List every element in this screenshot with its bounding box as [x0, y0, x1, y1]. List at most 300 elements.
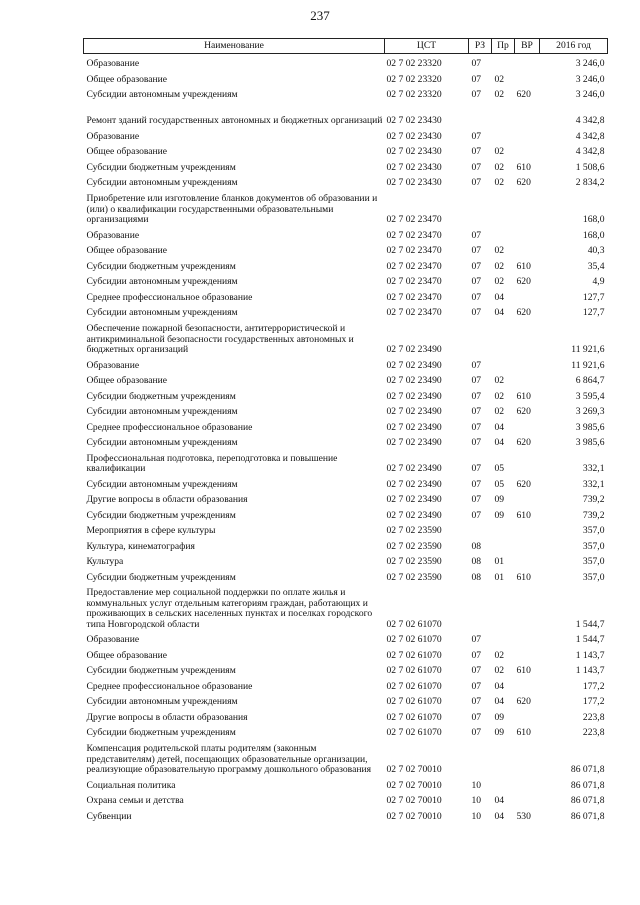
- cell-pr: 05: [494, 463, 505, 475]
- cell-sum: 3 269,3: [575, 406, 605, 418]
- cell-name: Субсидии автономным учреждениям: [86, 478, 238, 490]
- cell-vr: [515, 739, 540, 776]
- cell-pr: [492, 319, 515, 356]
- cell-pr: 02: [494, 89, 505, 101]
- cell-cst: 02 7 02 23490: [386, 390, 442, 402]
- cell-sum: 223,8: [582, 727, 605, 739]
- cell-name: Общее образование: [86, 245, 168, 257]
- cell-pr: 02: [494, 406, 505, 418]
- cell-sum: 86 071,8: [570, 795, 605, 807]
- cell-sum: 6 864,7: [575, 375, 605, 387]
- cell-vr: [515, 101, 540, 127]
- cell-rz: 07: [471, 245, 482, 257]
- cell-pr: 04: [494, 810, 505, 822]
- cell-name: Субсидии автономным учреждениям: [86, 276, 238, 288]
- cell-cst: 02 7 02 23430: [386, 177, 442, 189]
- cell-cst: 02 7 02 23490: [386, 494, 442, 506]
- cell-vr: [515, 142, 540, 158]
- cell-name: Образование: [86, 58, 140, 70]
- cell-sum: 2 834,2: [575, 177, 605, 189]
- cell-name: Субсидии автономным учреждениям: [86, 89, 238, 101]
- cell-name: Обеспечение пожарной безопасности, антитеррористической и антикриминальной безопасности государственных автономных и бюджетных организаций: [86, 323, 354, 356]
- cell-rz: 07: [471, 359, 482, 371]
- cell-rz: 07: [471, 665, 482, 677]
- cell-vr: 610: [516, 509, 531, 521]
- cell-rz: 07: [471, 146, 482, 158]
- cell-vr: 610: [516, 727, 531, 739]
- cell-name: Субсидии автономным учреждениям: [86, 406, 238, 418]
- table-row: [84, 739, 608, 776]
- cell-pr: [492, 54, 515, 70]
- cell-rz: 07: [471, 478, 482, 490]
- cell-cst: 02 7 02 61070: [386, 649, 442, 661]
- table-row: [84, 521, 608, 537]
- cell-vr: [515, 241, 540, 257]
- cell-pr: 09: [494, 509, 505, 521]
- cell-rz: 07: [471, 260, 482, 272]
- cell-vr: [515, 537, 540, 553]
- table-row: [84, 552, 608, 568]
- cell-rz: 07: [471, 307, 482, 319]
- cell-vr: [515, 189, 540, 226]
- cell-pr: [492, 226, 515, 242]
- cell-cst: 02 7 02 23470: [386, 307, 442, 319]
- cell-pr: 02: [494, 245, 505, 257]
- table-row: [84, 506, 608, 522]
- cell-vr: 620: [516, 478, 531, 490]
- cell-pr: 09: [494, 494, 505, 506]
- cell-pr: 04: [494, 696, 505, 708]
- cell-pr: [492, 127, 515, 143]
- cell-vr: [515, 630, 540, 646]
- cell-pr: 04: [494, 307, 505, 319]
- table-row: [84, 677, 608, 693]
- cell-pr: 02: [494, 177, 505, 189]
- cell-vr: 620: [516, 437, 531, 449]
- cell-name: Общее образование: [86, 375, 168, 387]
- cell-pr: 01: [494, 556, 505, 568]
- cell-vr: [515, 646, 540, 662]
- cell-rz: 07: [471, 680, 482, 692]
- table-row: [84, 371, 608, 387]
- cell-rz: 07: [471, 711, 482, 723]
- table-row: [84, 158, 608, 174]
- cell-name: Ремонт зданий государственных автономных и бюджетных организаций: [86, 115, 383, 127]
- cell-cst: 02 7 02 70010: [386, 764, 442, 776]
- cell-name: Профессиональная подготовка, переподготовка и повышение квалификации: [86, 452, 338, 475]
- cell-pr: 09: [494, 727, 505, 739]
- cell-vr: 610: [516, 161, 531, 173]
- table-row: [84, 723, 608, 739]
- cell-rz: 07: [471, 73, 482, 85]
- cell-cst: 02 7 02 61070: [386, 680, 442, 692]
- cell-rz: 07: [471, 89, 482, 101]
- cell-rz: 07: [471, 421, 482, 433]
- cell-pr: 02: [494, 146, 505, 158]
- cell-sum: 3 985,6: [575, 421, 605, 433]
- cell-cst: 02 7 02 61070: [386, 696, 442, 708]
- cell-pr: [492, 630, 515, 646]
- cell-sum: 357,0: [582, 525, 605, 537]
- cell-cst: 02 7 02 23320: [386, 73, 442, 85]
- cell-rz: 07: [471, 130, 482, 142]
- cell-pr: [492, 189, 515, 226]
- cell-name: Субсидии бюджетным учреждениям: [86, 161, 236, 173]
- cell-sum: 3 985,6: [575, 437, 605, 449]
- table-row: [84, 661, 608, 677]
- cell-vr: [515, 54, 540, 70]
- cell-cst: 02 7 02 61070: [386, 618, 442, 630]
- cell-cst: 02 7 02 23320: [386, 58, 442, 70]
- cell-pr: 02: [494, 260, 505, 272]
- cell-sum: 35,4: [587, 260, 605, 272]
- table-row: [84, 319, 608, 356]
- cell-pr: 02: [494, 649, 505, 661]
- cell-name: Субсидии бюджетным учреждениям: [86, 665, 236, 677]
- cell-name: Субсидии автономным учреждениям: [86, 696, 238, 708]
- page-number: 237: [310, 8, 330, 23]
- cell-name: Субсидии бюджетным учреждениям: [86, 509, 236, 521]
- cell-name: Субвенции: [86, 810, 132, 822]
- cell-vr: 530: [516, 810, 531, 822]
- cell-sum: 357,0: [582, 571, 605, 583]
- cell-sum: 4 342,8: [575, 146, 605, 158]
- table-row: [84, 776, 608, 792]
- cell-pr: [492, 537, 515, 553]
- cell-rz: 08: [471, 556, 482, 568]
- cell-vr: [515, 226, 540, 242]
- cell-name: Среднее профессиональное образование: [86, 291, 253, 303]
- cell-sum: 1 143,7: [575, 665, 605, 677]
- cell-name: Предоставление мер социальной поддержки по оплате жилья и коммунальных услуг отдельным категориям граждан, работающих и проживающих в сельских населенных пунктах и поселках городского типа Новгородской области: [86, 587, 373, 630]
- cell-name: Субсидии бюджетным учреждениям: [86, 571, 236, 583]
- cell-pr: 04: [494, 421, 505, 433]
- cell-cst: 02 7 02 23470: [386, 245, 442, 257]
- cell-rz: 07: [471, 229, 482, 241]
- cell-vr: [515, 70, 540, 86]
- cell-rz: 07: [471, 390, 482, 402]
- cell-sum: 223,8: [582, 711, 605, 723]
- cell-pr: 02: [494, 665, 505, 677]
- cell-sum: 168,0: [582, 229, 605, 241]
- table-row: [84, 70, 608, 86]
- cell-cst: 02 7 02 23490: [386, 478, 442, 490]
- cell-vr: 610: [516, 260, 531, 272]
- cell-vr: 610: [516, 390, 531, 402]
- cell-rz: [469, 319, 492, 356]
- cell-sum: 357,0: [582, 556, 605, 568]
- table-row: [84, 402, 608, 418]
- cell-sum: 168,0: [582, 214, 605, 226]
- table-row: [84, 54, 608, 70]
- table-row: [84, 475, 608, 491]
- cell-cst: 02 7 02 23490: [386, 406, 442, 418]
- cell-name: Субсидии автономным учреждениям: [86, 177, 238, 189]
- cell-rz: 07: [471, 161, 482, 173]
- table-row: [84, 433, 608, 449]
- cell-vr: [515, 490, 540, 506]
- cell-cst: 02 7 02 23490: [386, 359, 442, 371]
- cell-vr: [515, 356, 540, 372]
- cell-rz: [469, 101, 492, 127]
- cell-pr: 04: [494, 795, 505, 807]
- table-row: [84, 708, 608, 724]
- cell-vr: [515, 708, 540, 724]
- cell-name: Общее образование: [86, 649, 168, 661]
- table-row: [84, 142, 608, 158]
- cell-vr: 620: [516, 406, 531, 418]
- table-row: [84, 101, 608, 127]
- cell-vr: 610: [516, 571, 531, 583]
- cell-vr: [515, 521, 540, 537]
- cell-sum: 4 342,8: [575, 130, 605, 142]
- cell-cst: 02 7 02 23470: [386, 291, 442, 303]
- cell-name: Общее образование: [86, 73, 168, 85]
- cell-vr: [515, 418, 540, 434]
- cell-pr: 05: [494, 478, 505, 490]
- cell-name: Приобретение или изготовление бланков документов об образовании и (или) о квалификации государственными образовательными организациями: [86, 193, 378, 226]
- header-cst: ЦСТ: [385, 39, 469, 54]
- cell-cst: 02 7 02 23490: [386, 509, 442, 521]
- cell-sum: 3 246,0: [575, 58, 605, 70]
- cell-vr: [515, 371, 540, 387]
- table-row: [84, 272, 608, 288]
- cell-vr: [515, 791, 540, 807]
- cell-pr: 02: [494, 375, 505, 387]
- table-row: [84, 189, 608, 226]
- cell-pr: 04: [494, 680, 505, 692]
- cell-cst: 02 7 02 70010: [386, 795, 442, 807]
- cell-sum: 177,2: [582, 680, 605, 692]
- cell-cst: 02 7 02 61070: [386, 711, 442, 723]
- cell-rz: 07: [471, 634, 482, 646]
- cell-cst: 02 7 02 23470: [386, 229, 442, 241]
- cell-sum: 177,2: [582, 696, 605, 708]
- cell-vr: 620: [516, 307, 531, 319]
- cell-cst: 02 7 02 23590: [386, 571, 442, 583]
- cell-name: Субсидии автономным учреждениям: [86, 307, 238, 319]
- cell-cst: 02 7 02 23490: [386, 437, 442, 449]
- header-sum: 2016 год: [540, 39, 608, 54]
- cell-rz: 07: [471, 177, 482, 189]
- cell-rz: 07: [471, 58, 482, 70]
- table-row: [84, 449, 608, 475]
- cell-name: Субсидии автономным учреждениям: [86, 437, 238, 449]
- cell-cst: 02 7 02 23430: [386, 161, 442, 173]
- cell-rz: [469, 739, 492, 776]
- cell-name: Другие вопросы в области образования: [86, 494, 248, 506]
- cell-sum: 4 342,8: [575, 115, 605, 127]
- cell-cst: 02 7 02 61070: [386, 727, 442, 739]
- cell-name: Социальная политика: [86, 779, 176, 791]
- cell-pr: 02: [494, 390, 505, 402]
- cell-sum: 1 544,7: [575, 618, 605, 630]
- cell-vr: [515, 449, 540, 475]
- cell-name: Культура, кинематография: [86, 540, 195, 552]
- budget-table: [83, 38, 608, 822]
- cell-name: Среднее профессиональное образование: [86, 421, 253, 433]
- cell-vr: [515, 776, 540, 792]
- cell-sum: 739,2: [582, 509, 605, 521]
- header-vr: ВР: [515, 39, 540, 54]
- cell-sum: 332,1: [582, 463, 605, 475]
- cell-name: Культура: [86, 556, 124, 568]
- cell-pr: [492, 521, 515, 537]
- header-name: Наименование: [84, 39, 385, 54]
- cell-vr: [515, 127, 540, 143]
- table-row: [84, 583, 608, 630]
- table-row: [84, 127, 608, 143]
- cell-name: Общее образование: [86, 146, 168, 158]
- cell-name: Компенсация родительской платы родителям (законным представителям) детей, посещающих образовательные организации, реализующие образовательную программу дошкольного образования: [86, 743, 372, 776]
- table-header: [84, 39, 608, 54]
- cell-vr: [515, 552, 540, 568]
- cell-sum: 739,2: [582, 494, 605, 506]
- cell-pr: 04: [494, 291, 505, 303]
- table-row: [84, 568, 608, 584]
- table-row: [84, 646, 608, 662]
- cell-cst: 02 7 02 23320: [386, 89, 442, 101]
- cell-sum: 3 246,0: [575, 73, 605, 85]
- cell-cst: 02 7 02 61070: [386, 634, 442, 646]
- cell-pr: [492, 739, 515, 776]
- cell-sum: 332,1: [582, 478, 605, 490]
- cell-sum: 3 246,0: [575, 89, 605, 101]
- cell-sum: 1 143,7: [575, 649, 605, 661]
- cell-sum: 4,9: [592, 276, 605, 288]
- table-row: [84, 537, 608, 553]
- cell-name: Субсидии бюджетным учреждениям: [86, 260, 236, 272]
- cell-pr: 09: [494, 711, 505, 723]
- cell-pr: 02: [494, 276, 505, 288]
- cell-cst: 02 7 02 70010: [386, 810, 442, 822]
- cell-pr: 04: [494, 437, 505, 449]
- cell-sum: 11 921,6: [571, 359, 605, 371]
- cell-cst: 02 7 02 23490: [386, 375, 442, 387]
- table-row: [84, 241, 608, 257]
- cell-rz: 07: [471, 291, 482, 303]
- cell-name: Мероприятия в сфере культуры: [86, 525, 216, 537]
- table-row: [84, 288, 608, 304]
- cell-rz: 07: [471, 406, 482, 418]
- cell-rz: 07: [471, 727, 482, 739]
- cell-pr: [492, 776, 515, 792]
- table-row: [84, 173, 608, 189]
- cell-cst: 02 7 02 23490: [386, 421, 442, 433]
- cell-pr: [492, 101, 515, 127]
- cell-vr: 620: [516, 177, 531, 189]
- cell-vr: [515, 288, 540, 304]
- cell-vr: [515, 677, 540, 693]
- cell-sum: 11 921,6: [571, 344, 605, 356]
- cell-pr: 01: [494, 571, 505, 583]
- cell-sum: 86 071,8: [570, 779, 605, 791]
- cell-cst: 02 7 02 61070: [386, 665, 442, 677]
- table-row: [84, 630, 608, 646]
- cell-cst: 02 7 02 23590: [386, 540, 442, 552]
- table-row: [84, 387, 608, 403]
- cell-vr: [515, 583, 540, 630]
- cell-sum: 357,0: [582, 540, 605, 552]
- cell-rz: 10: [471, 810, 482, 822]
- cell-cst: 02 7 02 23470: [386, 260, 442, 272]
- cell-rz: [469, 521, 492, 537]
- table-row: [84, 356, 608, 372]
- cell-vr: 620: [516, 696, 531, 708]
- cell-cst: 02 7 02 23470: [386, 276, 442, 288]
- cell-sum: 127,7: [582, 307, 605, 319]
- table-row: [84, 418, 608, 434]
- cell-sum: 3 595,4: [575, 390, 605, 402]
- cell-cst: 02 7 02 23430: [386, 130, 442, 142]
- cell-rz: 07: [471, 494, 482, 506]
- table-row: [84, 85, 608, 101]
- table-row: [84, 490, 608, 506]
- cell-name: Образование: [86, 130, 140, 142]
- cell-cst: 02 7 02 23470: [386, 214, 442, 226]
- cell-cst: 02 7 02 23430: [386, 146, 442, 158]
- cell-rz: [469, 583, 492, 630]
- cell-cst: 02 7 02 23490: [386, 344, 442, 356]
- cell-cst: 02 7 02 23590: [386, 525, 442, 537]
- cell-name: Охрана семьи и детства: [86, 795, 184, 807]
- cell-rz: 10: [471, 779, 482, 791]
- table-body: [84, 54, 608, 823]
- table-row: [84, 791, 608, 807]
- cell-name: Образование: [86, 359, 140, 371]
- cell-rz: 07: [471, 696, 482, 708]
- cell-cst: 02 7 02 23490: [386, 463, 442, 475]
- cell-name: Образование: [86, 229, 140, 241]
- cell-rz: 10: [471, 795, 482, 807]
- cell-pr: [492, 356, 515, 372]
- cell-vr: 610: [516, 665, 531, 677]
- cell-pr: 02: [494, 161, 505, 173]
- cell-sum: 86 071,8: [570, 764, 605, 776]
- cell-name: Среднее профессиональное образование: [86, 680, 253, 692]
- cell-vr: 620: [516, 89, 531, 101]
- cell-rz: 08: [471, 540, 482, 552]
- table-row: [84, 692, 608, 708]
- cell-cst: 02 7 02 70010: [386, 779, 442, 791]
- cell-rz: 07: [471, 375, 482, 387]
- cell-vr: 620: [516, 276, 531, 288]
- cell-sum: 1 508,6: [575, 161, 605, 173]
- table-row: [84, 226, 608, 242]
- cell-sum: 1 544,7: [575, 634, 605, 646]
- cell-sum: 86 071,8: [570, 810, 605, 822]
- cell-pr: 02: [494, 73, 505, 85]
- table-row: [84, 303, 608, 319]
- cell-cst: 02 7 02 23430: [386, 115, 442, 127]
- cell-cst: 02 7 02 23590: [386, 556, 442, 568]
- cell-vr: [515, 319, 540, 356]
- cell-rz: 07: [471, 463, 482, 475]
- cell-name: Субсидии бюджетным учреждениям: [86, 727, 236, 739]
- cell-rz: 07: [471, 509, 482, 521]
- header-pr: Пр: [492, 39, 515, 54]
- cell-sum: 40,3: [587, 245, 605, 257]
- cell-rz: 08: [471, 571, 482, 583]
- cell-rz: 07: [471, 649, 482, 661]
- cell-sum: 127,7: [582, 291, 605, 303]
- cell-rz: 07: [471, 276, 482, 288]
- table-row: [84, 257, 608, 273]
- cell-rz: 07: [471, 437, 482, 449]
- cell-name: Субсидии бюджетным учреждениям: [86, 390, 236, 402]
- table-row: [84, 807, 608, 823]
- cell-name: Другие вопросы в области образования: [86, 711, 248, 723]
